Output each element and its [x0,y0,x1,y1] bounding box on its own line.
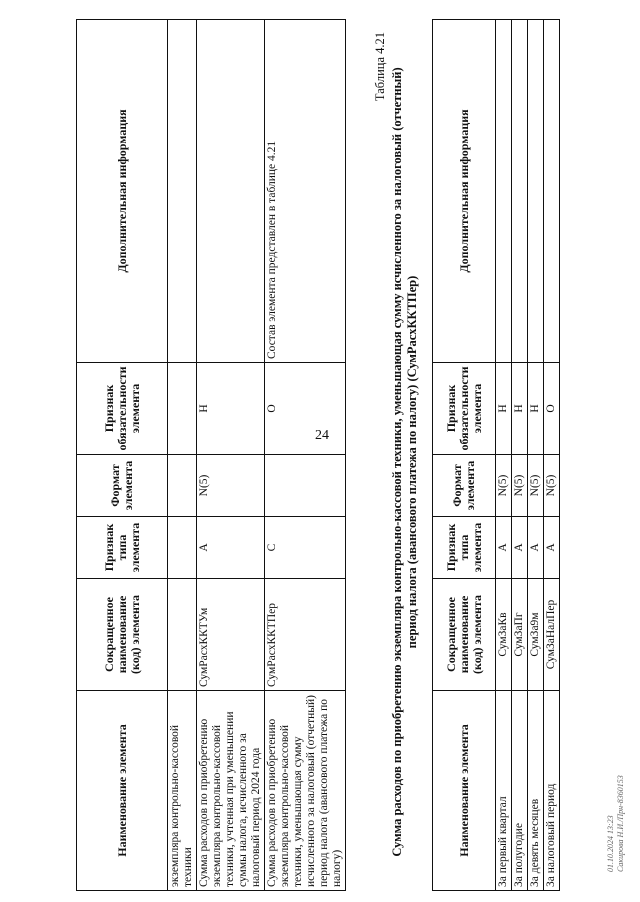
header-code: Сокращенное наименование (код) элемента [433,579,496,691]
cell-info [168,20,197,363]
cell-name: За девять месяцев [528,691,544,891]
header-format: Формат элемента [77,455,168,517]
table-row [197,20,265,891]
cell-required: О [265,363,346,455]
cell-code [168,579,197,691]
cell-type: А [544,517,560,579]
table-caption: Сумма расходов по приобретению экземпляра контрольно-кассовой техники, уменьшающая сумму исчисленного за налоговый (отчетный) период налога (авансового платежа по налогу) (СумРасхККТПер) [390,67,419,857]
cell-format: N(5) [496,455,512,517]
cell-code: СумЗа9м [528,579,544,691]
cell-required: Н [197,363,265,455]
cell-type [168,517,197,579]
cell-format: N(5) [544,455,560,517]
stamp-line-signer: Сакирова Н.И./Прн-8360153 [616,775,625,872]
cell-format: N(5) [197,455,265,517]
cell-name: Сумма расходов по приобретению экземпляра контрольно-кассовой техники, учтенная при уменьшении суммы налога, исчисленного за налоговый период 2024 года [197,691,265,891]
cell-required: О [544,363,560,455]
cell-info: Состав элемента представлен в таблице 4.21 [265,20,346,363]
cell-required [168,363,197,455]
elements-table [76,19,346,891]
table-row [544,20,560,891]
sub-elements-table [432,19,560,891]
cell-name: Сумма расходов по приобретению экземпляра контрольно-кассовой техники, уменьшающая сумму исчисленного за налоговый (отчетный) период налога (авансового платежа по налогу) [265,691,346,891]
cell-code: СумРасхККТУм [197,579,265,691]
cell-name: За первый квартал [496,691,512,891]
table-header-row [77,20,168,891]
cell-type: А [528,517,544,579]
cell-info [528,20,544,363]
cell-info [496,20,512,363]
cell-type: А [512,517,528,579]
table-header-row [433,20,496,891]
cell-name: За налоговый период [544,691,560,891]
header-info: Дополнительная информация [433,20,496,363]
table-label: Таблица 4.21 [373,32,387,102]
cell-info [512,20,528,363]
cell-format: N(5) [528,455,544,517]
cell-name: За полугодие [512,691,528,891]
page-number: 24 [315,428,329,443]
header-type: Признак типа элемента [433,517,496,579]
header-required: Признак обязательности элемента [433,363,496,455]
cell-required: Н [496,363,512,455]
cell-type: С [265,517,346,579]
cell-code: СумЗаПг [512,579,528,691]
header-name: Наименование элемента [77,691,168,891]
cell-format: N(5) [512,455,528,517]
table-row [528,20,544,891]
cell-required: Н [528,363,544,455]
header-format: Формат элемента [433,455,496,517]
header-required: Признак обязательности элемента [77,363,168,455]
header-info: Дополнительная информация [77,20,168,363]
cell-format [265,455,346,517]
header-type: Признак типа элемента [77,517,168,579]
cell-code: СумРасхККТПер [265,579,346,691]
table-row [496,20,512,891]
stamp-line-date: 01.10.2024 13:23 [606,815,615,872]
cell-required: Н [512,363,528,455]
cell-type: А [197,517,265,579]
table-row [512,20,528,891]
table-row [265,20,346,891]
cell-name: экземпляра контрольно-кассовой техники [168,691,197,891]
cell-info [544,20,560,363]
header-code: Сокращенное наименование (код) элемента [77,579,168,691]
cell-code: СумЗаНалПер [544,579,560,691]
document-stamp [606,775,626,872]
cell-type: А [496,517,512,579]
cell-format [168,455,197,517]
cell-info [197,20,265,363]
cell-code: СумЗаКв [496,579,512,691]
table-row [168,20,197,891]
header-name: Наименование элемента [433,691,496,891]
